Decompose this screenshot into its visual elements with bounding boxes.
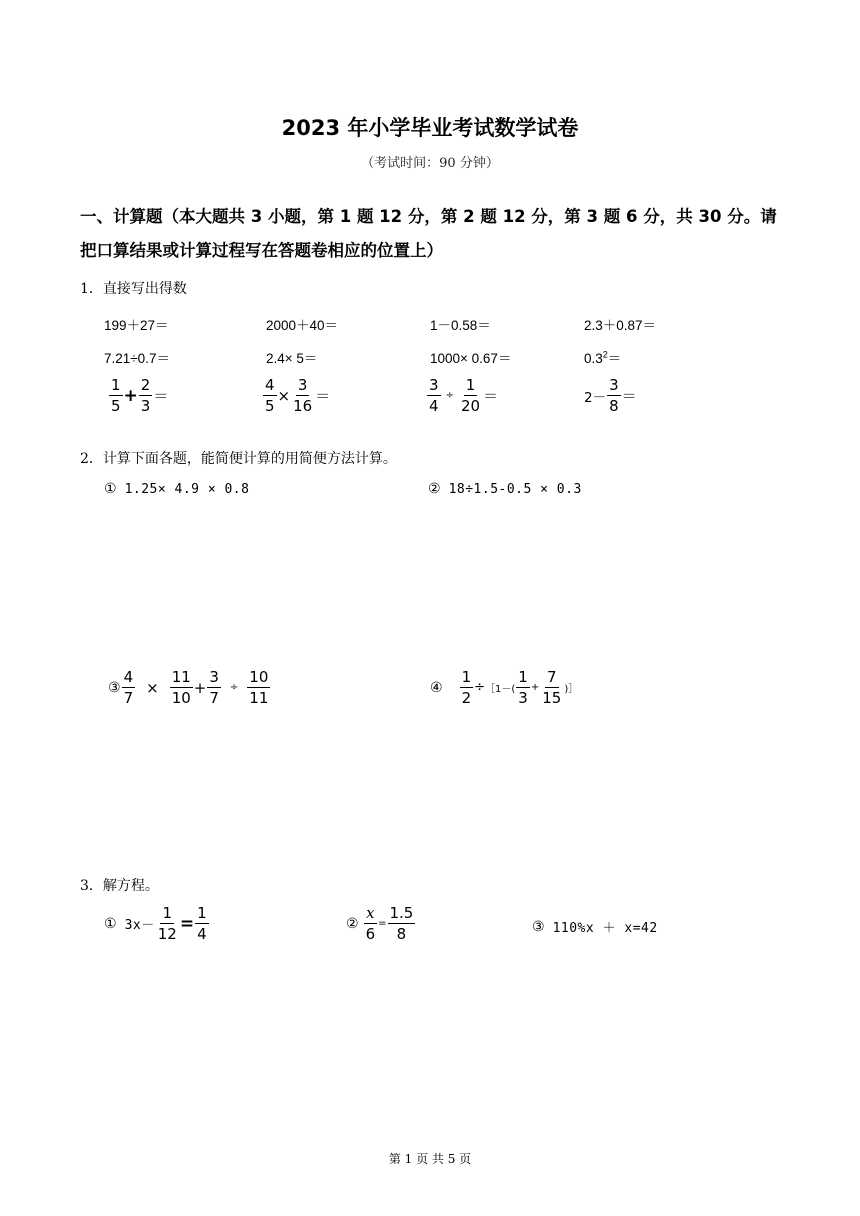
equals-sign: ＝ [153, 387, 169, 405]
operator: × [146, 678, 159, 697]
fraction [427, 376, 441, 415]
problem-expression: 1.25× 4.9 × 0.8 [124, 481, 250, 497]
numerator: 1 [465, 376, 476, 394]
denominator: 20 [460, 397, 481, 415]
numerator: 1 [111, 376, 121, 394]
denominator: 8 [396, 925, 407, 943]
denominator: 11 [249, 689, 269, 707]
numerator: 1.5 [389, 904, 414, 922]
denominator: 15 [542, 689, 562, 707]
exam-title: 2023 年小学毕业考试数学试卷 [281, 116, 579, 140]
section-1-heading: 一、计算题（本大题共 3 小题，第 1 题 12 分，第 2 题 12 分，第 3 题 6 分，共 30 分。请把口算结果或计算过程写在答题卷相应的位置上） [80, 207, 777, 260]
equals-sign: ＝ [607, 351, 622, 366]
equation-prefix: 3x－ [124, 918, 155, 933]
equation-label: ③ [532, 918, 545, 935]
denominator: 10 [171, 689, 191, 707]
numerator: 4 [265, 376, 275, 394]
fraction [195, 904, 209, 943]
equals-sign: ＝ [315, 387, 331, 405]
numerator: 4 [123, 668, 134, 686]
numerator: 3 [209, 668, 219, 686]
denominator: 4 [429, 397, 439, 415]
numerator: 7 [546, 668, 557, 686]
equation-1 [104, 904, 210, 943]
equals-sign: ＝ [621, 387, 637, 405]
problem-label: ① [104, 481, 117, 497]
equation-label: ① [104, 915, 117, 932]
denominator: 6 [365, 925, 376, 943]
equals-sign: = [179, 913, 195, 934]
problem-label: ③ [108, 679, 121, 696]
numerator: x [366, 904, 375, 922]
fraction [207, 668, 221, 707]
fraction [156, 904, 179, 943]
denominator: 5 [111, 397, 121, 415]
denominator: 2 [461, 689, 472, 707]
question-3-title: 3．解方程。 [80, 878, 159, 894]
question-1-title: 1．直接写出得数 [80, 281, 187, 297]
operator: ÷ [474, 680, 486, 695]
operator: + [193, 678, 207, 697]
fraction [364, 904, 378, 943]
denominator: 7 [209, 689, 219, 707]
numerator: 1 [461, 668, 472, 686]
numerator: 1 [162, 904, 173, 922]
calc-fraction-item [108, 376, 168, 415]
fraction [516, 668, 530, 707]
problem-2-2 [428, 481, 582, 497]
numerator: 3 [609, 376, 619, 394]
fraction [139, 376, 153, 415]
fraction [291, 376, 314, 415]
equation-label: ② [346, 915, 359, 932]
problem-label: ② [428, 481, 441, 497]
close-bracket: )］ [564, 684, 579, 695]
calc-fraction-item [426, 376, 498, 415]
calc-item: 1000× 0.67＝ [430, 351, 512, 366]
equals-sign: = [378, 918, 387, 929]
calc-item: 2.4× 5＝ [266, 351, 318, 366]
calc-item: 1－0.58＝ [430, 318, 491, 333]
denominator: 8 [609, 397, 619, 415]
page-footer: 第 1 页 共 5 页 [388, 1152, 472, 1166]
calc-fraction-item [262, 376, 330, 415]
fraction [388, 904, 416, 943]
fraction [459, 376, 482, 415]
fraction [122, 668, 136, 707]
fraction [460, 668, 474, 707]
denominator: 16 [293, 397, 313, 415]
problem-label: ④ [430, 679, 443, 696]
fraction [247, 668, 270, 707]
question-2-title: 2．计算下面各题，能简便计算的用简便方法计算。 [80, 451, 397, 467]
operator: × [277, 386, 291, 405]
calc-item: 199＋27＝ [104, 318, 169, 333]
equation-3 [532, 917, 658, 936]
power-exponent: 2 [602, 349, 608, 360]
calc-fraction-item [584, 376, 637, 415]
equals-sign: ＝ [483, 387, 499, 405]
equation-expression: 110%x ＋ x=42 [552, 921, 658, 936]
fraction [170, 668, 193, 707]
problem-expression: 18÷1.5-0.5 × 0.3 [448, 481, 582, 497]
denominator: 12 [157, 925, 177, 943]
calc-item: 2.3＋0.87＝ [584, 318, 657, 333]
fraction [607, 376, 621, 415]
fraction [263, 376, 277, 415]
fraction [540, 668, 563, 707]
problem-2-1 [104, 481, 249, 497]
fraction [109, 376, 123, 415]
numerator: 1 [518, 668, 528, 686]
problem-2-3 [108, 668, 271, 707]
operator: ÷ [229, 682, 239, 693]
problem-2-4 [430, 668, 578, 707]
numerator: 10 [249, 668, 269, 686]
exam-duration: （考试时间：90 分钟） [361, 156, 499, 171]
operator: + [530, 682, 540, 693]
open-bracket: ［1－( [485, 684, 516, 695]
numerator: 3 [297, 376, 308, 394]
denominator: 5 [265, 397, 275, 415]
numerator: 1 [197, 904, 207, 922]
calc-item: 7.21÷0.7＝ [104, 351, 170, 366]
denominator: 7 [123, 689, 134, 707]
numerator: 11 [171, 668, 191, 686]
denominator: 4 [197, 925, 207, 943]
numerator: 2 [140, 376, 151, 394]
numerator: 3 [429, 376, 439, 394]
equation-2 [346, 904, 416, 943]
calc-item-power [584, 347, 621, 367]
calc-item: 2000＋40＝ [266, 318, 339, 333]
denominator: 3 [518, 689, 528, 707]
prefix-expression: 2－ [584, 389, 607, 406]
power-base: 0.3 [584, 351, 603, 366]
operator: + [123, 385, 138, 406]
denominator: 3 [140, 397, 151, 415]
operator: ÷ [445, 390, 454, 401]
